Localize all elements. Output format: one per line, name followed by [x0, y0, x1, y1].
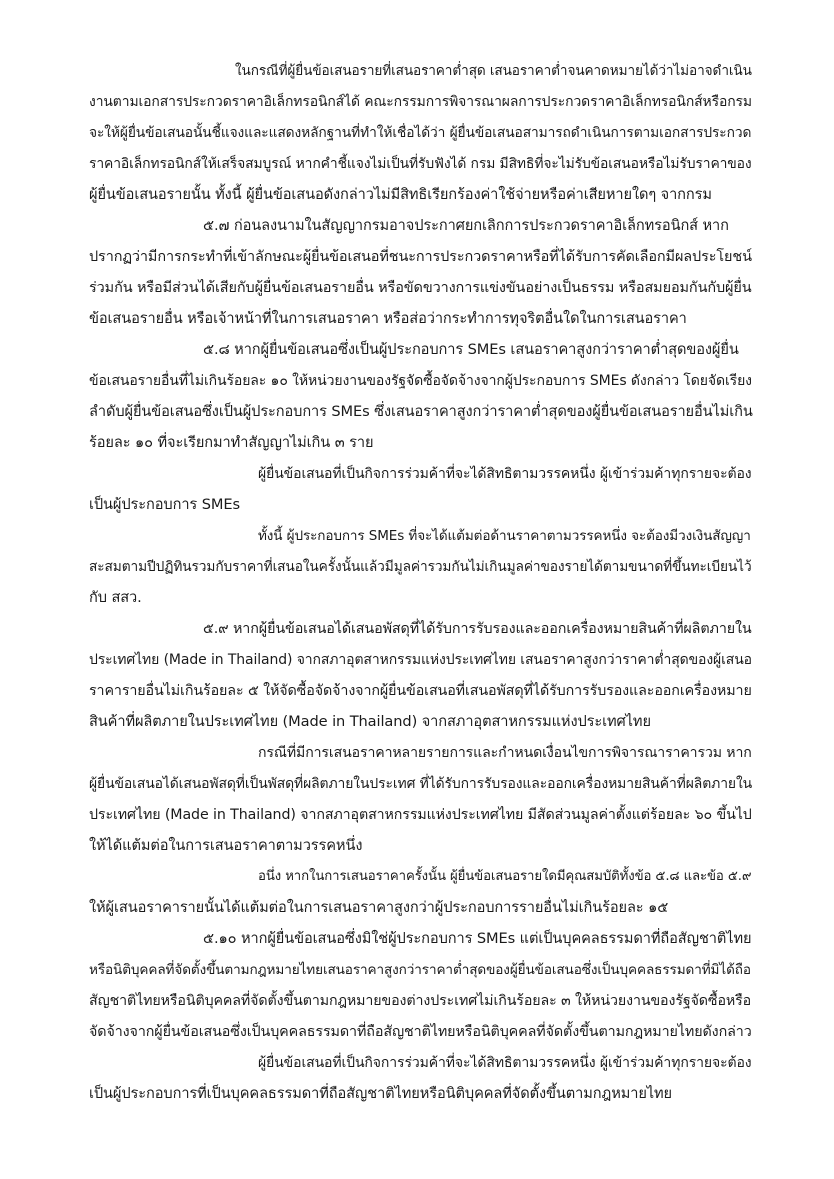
paragraph-line: ลำดับผู้ยื่นข้อเสนอซึ่งเป็นผู้ประกอบการ SMEs ซึ่งเสนอราคาสูงกว่าราคาต่ำสุดของผู้ยื่นข้อเสนอรายอื่นไม่เกิน: [89, 403, 753, 420]
paragraph-line: จะให้ผู้ยื่นข้อเสนอนั้นชี้แจงและแสดงหลักฐานที่ทำให้เชื่อได้ว่า ผู้ยื่นข้อเสนอสามารถดำเนินการตามเอกสารประกวด: [89, 125, 752, 141]
paragraph-line: เป็นผู้ประกอบการที่เป็นบุคคลธรรมดาที่ถือสัญชาติไทยหรือนิติบุคคลที่จัดตั้งขึ้นตามกฎหมายไทย: [89, 1085, 672, 1102]
paragraph-line: ราคารายอื่นไม่เกินร้อยละ ๕ ให้จัดซื้อจัดจ้างจากผู้ยื่นข้อเสนอที่เสนอพัสดุที่ได้รับการรับรองและออกเครื่องหมาย: [89, 683, 752, 699]
paragraph-line: ทั้งนี้ ผู้ประกอบการ SMEs ที่จะได้แต้มต่อด้านราคาตามวรรคหนึ่ง จะต้องมีวงเงินสัญญา: [258, 528, 751, 544]
paragraph-line: สัญชาติไทยหรือนิติบุคคลที่จัดตั้งขึ้นตามกฎหมายของต่างประเทศไม่เกินร้อยละ ๓ ให้หน่วยงานของรัฐจัดซื้อหรือ: [89, 993, 752, 1009]
clause-5-7-heading: ๕.๗ ก่อนลงนามในสัญญากรมอาจประกาศยกเลิกการประกวดราคาอิเล็กทรอนิกส์ หาก: [203, 217, 729, 234]
paragraph-line: ข้อเสนอรายอื่นที่ไม่เกินร้อยละ ๑๐ ให้หน่วยงานของรัฐจัดซื้อจัดจ้างจากผู้ประกอบการ SMEs ดังกล่าว โดยจัดเรียง: [89, 373, 752, 389]
paragraph-line: ข้อเสนอรายอื่น หรือเจ้าหน้าที่ในการเสนอราคา หรือส่อว่ากระทำการทุจริตอื่นใดในการเสนอราคา: [89, 310, 687, 327]
clause-5-10-heading: ๕.๑๐ หากผู้ยื่นข้อเสนอซึ่งมิใช่ผู้ประกอบการ SMEs แต่เป็นบุคคลธรรมดาที่ถือสัญชาติไทย: [203, 930, 752, 947]
paragraph-line: อนึ่ง หากในการเสนอราคาครั้งนั้น ผู้ยื่นข้อเสนอรายใดมีคุณสมบัติทั้งข้อ ๕.๘ และข้อ ๕.๙: [258, 869, 752, 884]
clause-5-8-heading: ๕.๘ หากผู้ยื่นข้อเสนอซึ่งเป็นผู้ประกอบการ SMEs เสนอราคาสูงกว่าราคาต่ำสุดของผู้ยื่น: [203, 341, 739, 358]
paragraph-line: ให้ได้แต้มต่อในการเสนอราคาตามวรรคหนึ่ง: [89, 837, 363, 854]
paragraph-line: หรือนิติบุคคลที่จัดตั้งขึ้นตามกฎหมายไทยเสนอราคาสูงกว่าราคาต่ำสุดของผู้ยื่นข้อเสนอซึ่งเป็นบุคคลธรรมดาที่มิได้ถือ: [89, 962, 751, 978]
paragraph-line: ผู้ยื่นข้อเสนอรายนั้น ทั้งนี้ ผู้ยื่นข้อเสนอดังกล่าวไม่มีสิทธิเรียกร้องค่าใช้จ่ายหรือค่าเสียหายใดๆ จากกรม: [89, 186, 712, 203]
paragraph-line: งานตามเอกสารประกวดราคาอิเล็กทรอนิกส์ได้ คณะกรรมการพิจารณาผลการประกวดราคาอิเล็กทรอนิกส์หรือกรม: [89, 94, 752, 110]
paragraph-line: ในกรณีที่ผู้ยื่นข้อเสนอรายที่เสนอราคาต่ำสุด เสนอราคาต่ำจนคาดหมายได้ว่าไม่อาจดำเนิน: [235, 63, 752, 79]
paragraph-line: ราคาอิเล็กทรอนิกส์ให้เสร็จสมบูรณ์ หากคำชี้แจงไม่เป็นที่รับฟังได้ กรม มีสิทธิที่จะไม่รับข้อเสนอหรือไม่รับราคาของ: [89, 156, 752, 172]
paragraph-line: สะสมตามปีปฏิทินรวมกับราคาที่เสนอในครั้งนั้นแล้วมีมูลค่ารวมกันไม่เกินมูลค่าของรายได้ตามขนาดที่ขึ้นทะเบียนไว้: [89, 559, 752, 575]
paragraph-line: ผู้ยื่นข้อเสนอที่เป็นกิจการร่วมค้าที่จะได้สิทธิตามวรรคหนึ่ง ผู้เข้าร่วมค้าทุกรายจะต้อง: [258, 1055, 752, 1071]
paragraph-line: กรณีที่มีการเสนอราคาหลายรายการและกำหนดเงื่อนไขการพิจารณาราคารวม หาก: [258, 745, 752, 761]
paragraph-line: ปรากฏว่ามีการกระทำที่เข้าลักษณะผู้ยื่นข้อเสนอที่ชนะการประกวดราคาหรือที่ได้รับการคัดเลือกมีผลประโยชน์: [89, 249, 752, 265]
paragraph-line: สินค้าที่ผลิตภายในประเทศไทย (Made in Thailand) จากสภาอุตสาหกรรมแห่งประเทศไทย: [89, 713, 651, 730]
paragraph-line: กับ สสว.: [89, 589, 142, 606]
paragraph-line: ประเทศไทย (Made in Thailand) จากสภาอุตสาหกรรมแห่งประเทศไทย มีสัดส่วนมูลค่าตั้งแต่ร้อยละ ๖๐ ขึ้นไป: [89, 807, 752, 823]
paragraph-line: ผู้ยื่นข้อเสนอได้เสนอพัสดุที่เป็นพัสดุที่ผลิตภายในประเทศ ที่ได้รับการรับรองและออกเครื่องหมายสินค้าที่ผลิตภายใน: [89, 776, 753, 792]
paragraph-line: เป็นผู้ประกอบการ SMEs: [89, 496, 240, 513]
paragraph-line: ผู้ยื่นข้อเสนอที่เป็นกิจการร่วมค้าที่จะได้สิทธิตามวรรคหนึ่ง ผู้เข้าร่วมค้าทุกรายจะต้อง: [258, 466, 752, 482]
clause-5-9-heading: ๕.๙ หากผู้ยื่นข้อเสนอได้เสนอพัสดุที่ได้รับการรับรองและออกเครื่องหมายสินค้าที่ผลิตภายใน: [203, 621, 752, 637]
paragraph-line: ร้อยละ ๑๐ ที่จะเรียกมาทำสัญญาไม่เกิน ๓ ราย: [89, 434, 374, 451]
paragraph-line: ร่วมกัน หรือมีส่วนได้เสียกับผู้ยื่นข้อเสนอรายอื่น หรือขัดขวางการแข่งขันอย่างเป็นธรรม หรือสมยอมกันกับผู้ยื่น: [89, 280, 752, 296]
paragraph-line: ให้ผู้เสนอราคารายนั้นได้แต้มต่อในการเสนอราคาสูงกว่าผู้ประกอบการรายอื่นไม่เกินร้อยละ ๑๕: [89, 899, 669, 916]
paragraph-line: จัดจ้างจากผู้ยื่นข้อเสนอซึ่งเป็นบุคคลธรรมดาที่ถือสัญชาติไทยหรือนิติบุคคลที่จัดตั้งขึ้นตามกฎหมายไทยดังกล่าว: [89, 1024, 752, 1040]
paragraph-line: ประเทศไทย (Made in Thailand) จากสภาอุตสาหกรรมแห่งประเทศไทย เสนอราคาสูงกว่าราคาต่ำสุดของผู้เสนอ: [89, 652, 752, 668]
